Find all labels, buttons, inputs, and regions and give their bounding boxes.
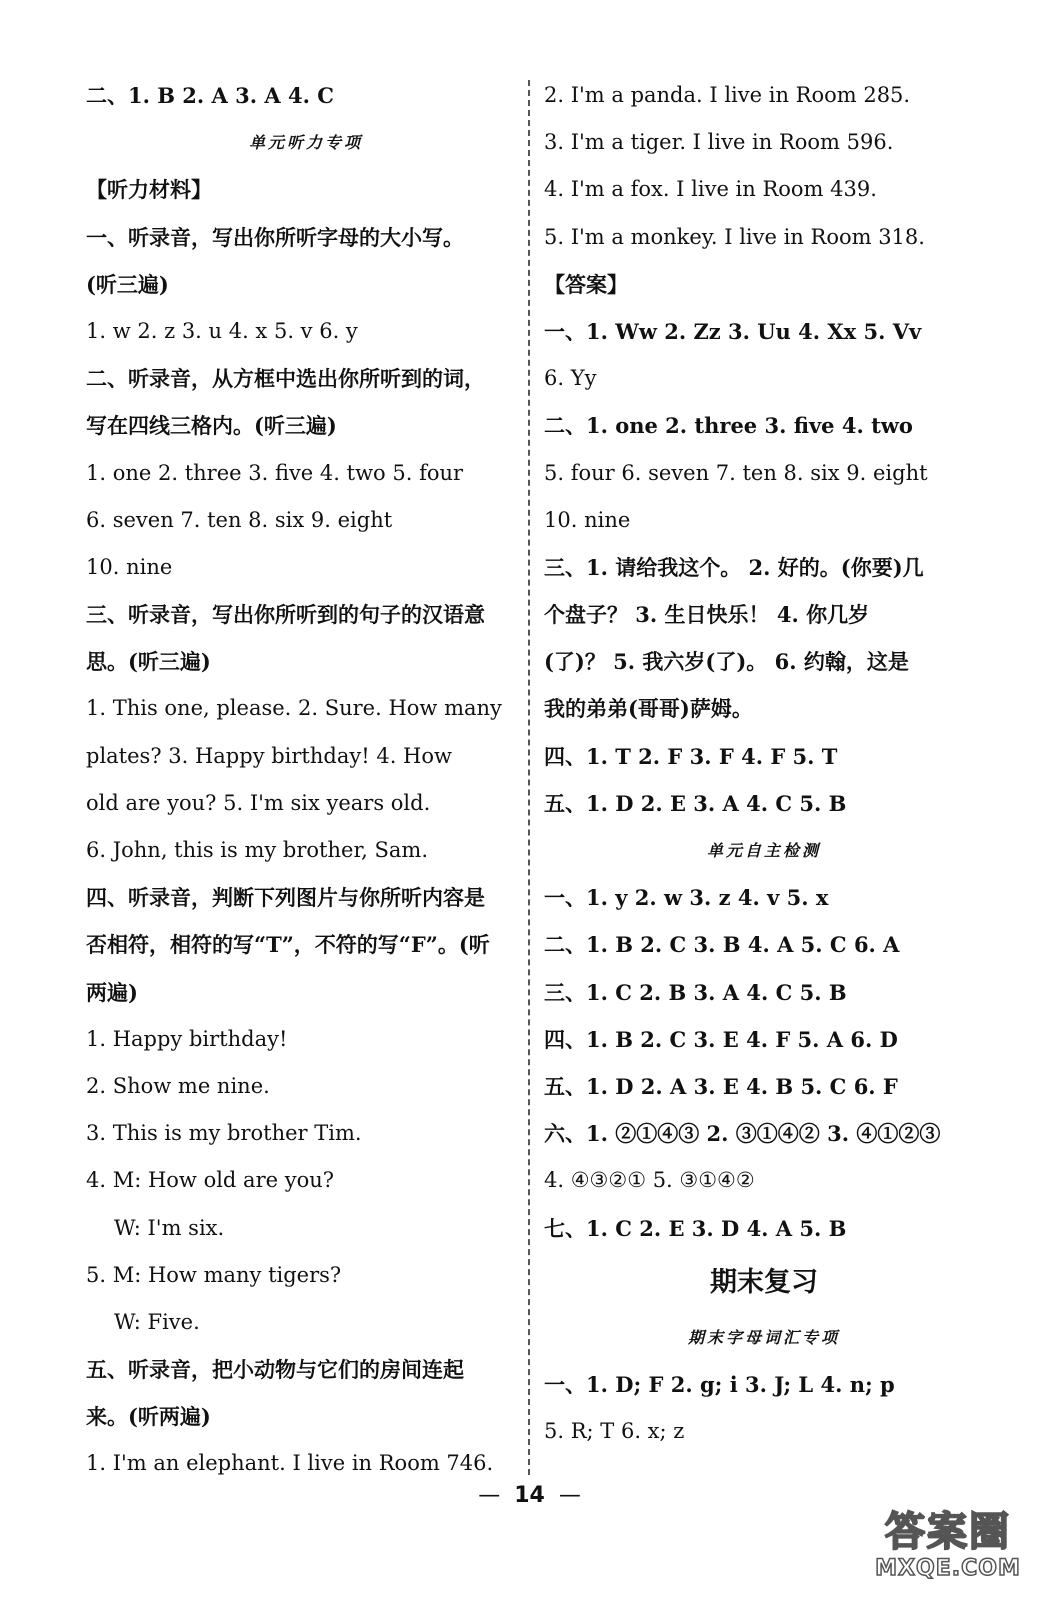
text-line: 4. I'm a fox. I live in Room 439. <box>544 177 877 202</box>
text-line: 3. This is my brother Tim. <box>86 1121 362 1146</box>
answer-line: 五、1. D 2. A 3. E 4. B 5. C 6. F <box>544 1073 898 1099</box>
text-line: 6. John, this is my brother, Sam. <box>86 838 429 862</box>
text-line: 6. seven 7. ten 8. six 9. eight <box>86 507 393 532</box>
text-line: old are you? 5. I'm six years old. <box>86 790 431 815</box>
text-line: 4. M: How old are you? <box>86 1168 335 1193</box>
watermark-logo <box>858 1500 1038 1588</box>
question-heading: 写在四线三格内。(听三遍) <box>86 413 337 439</box>
question-heading: 三、听录音，写出你所听到的句子的汉语意 <box>86 602 485 628</box>
text-line: plates? 3. Happy birthday! 4. How <box>86 743 452 768</box>
question-heading: 来。(听两遍) <box>86 1404 211 1430</box>
text-line: 1. Happy birthday! <box>86 1026 288 1051</box>
text-line: 1. This one, please. 2. Sure. How many <box>86 696 502 721</box>
dash-left: — <box>478 1483 501 1508</box>
text-line: 3. I'm a tiger. I live in Room 596. <box>544 130 894 155</box>
answer-line: 一、1. y 2. w 3. z 4. v 5. x <box>544 885 829 911</box>
answer-line: 七、1. C 2. E 3. D 4. A 5. B <box>544 1215 847 1241</box>
right-column <box>544 72 984 1455</box>
answer-line: 5. four 6. seven 7. ten 8. six 9. eight <box>544 460 928 485</box>
answer-line: 三、1. 请给我这个。 2. 好的。(你要)几 <box>544 554 924 580</box>
column-divider <box>528 80 530 1475</box>
answer-line: 一、1. D; F 2. g; i 3. J; L 4. n; p <box>544 1371 895 1397</box>
answer-line: (了)？ 5. 我六岁(了)。 6. 约翰，这是 <box>544 649 909 675</box>
answer-line: 4. ④③②① 5. ③①④② <box>544 1168 755 1193</box>
section-heading: 单元自主检测 <box>706 841 821 860</box>
answer-line: 我的弟弟(哥哥)萨姆。 <box>544 696 753 722</box>
section-heading: 单元听力专项 <box>248 133 363 153</box>
text-line: 1. one 2. three 3. five 4. two 5. four <box>86 460 464 485</box>
answer-line: 二、1. B 2. C 3. B 4. A 5. C 6. A <box>544 932 900 958</box>
watermark-site-text: MXQE.COM <box>875 1556 1021 1581</box>
answer-line: 五、1. D 2. E 3. A 4. C 5. B <box>544 790 847 816</box>
answer-line: 三、1. C 2. B 3. A 4. C 5. B <box>544 979 847 1005</box>
subsection-label: 【答案】 <box>544 271 628 297</box>
answer-line: 个盘子？ 3. 生日快乐！ 4. 你几岁 <box>544 602 870 628</box>
question-heading: 否相符，相符的写“T”，不符的写“F”。(听 <box>86 932 490 958</box>
answer-line: 二、1. B 2. A 3. A 4. C <box>86 83 334 108</box>
answer-line: 四、1. T 2. F 3. F 4. F 5. T <box>544 743 838 769</box>
page-number-value: 14 <box>514 1483 545 1508</box>
question-heading: (听三遍) <box>86 271 169 297</box>
answer-line: 四、1. B 2. C 3. E 4. F 5. A 6. D <box>544 1026 898 1052</box>
answer-line: 一、1. Ww 2. Zz 3. Uu 4. Xx 5. Vv <box>544 318 922 344</box>
text-line: 5. M: How many tigers? <box>86 1262 342 1287</box>
text-line: 2. I'm a panda. I live in Room 285. <box>544 83 911 107</box>
question-heading: 五、听录音，把小动物与它们的房间连起 <box>86 1357 464 1383</box>
text-line: 10. nine <box>86 554 173 579</box>
text-line: W: Five. <box>114 1309 200 1334</box>
watermark-logo-text: 答案圈 <box>885 1509 1011 1555</box>
question-heading: 一、听录音，写出你所听字母的大小写。 <box>86 224 464 250</box>
question-heading: 四、听录音，判断下列图片与你所听内容是 <box>86 885 485 911</box>
text-line: 5. I'm a monkey. I live in Room 318. <box>544 224 925 249</box>
answer-line: 5. R; T 6. x; z <box>544 1419 685 1444</box>
text-line: W: I'm six. <box>114 1215 225 1240</box>
text-line: 1. w 2. z 3. u 4. x 5. v 6. y <box>86 318 358 343</box>
answer-line: 6. Yy <box>544 366 597 391</box>
text-line: 1. I'm an elephant. I live in Room 746. <box>86 1451 494 1476</box>
chapter-title: 期末复习 <box>710 1266 818 1298</box>
answer-line: 10. nine <box>544 507 631 532</box>
section-heading: 期末字母词汇专项 <box>687 1327 840 1347</box>
answer-line: 六、1. ②①④③ 2. ③①④② 3. ④①②③ <box>544 1121 941 1147</box>
question-heading: 两遍) <box>86 979 138 1005</box>
question-heading: 思。(听三遍) <box>86 649 211 675</box>
answer-line: 二、1. one 2. three 3. five 4. two <box>544 413 913 439</box>
dash-right: — <box>558 1483 581 1508</box>
text-line: 2. Show me nine. <box>86 1073 270 1098</box>
question-heading: 二、听录音，从方框中选出你所听到的词， <box>86 366 485 392</box>
left-column <box>86 72 526 1488</box>
subsection-label: 【听力材料】 <box>86 177 212 203</box>
